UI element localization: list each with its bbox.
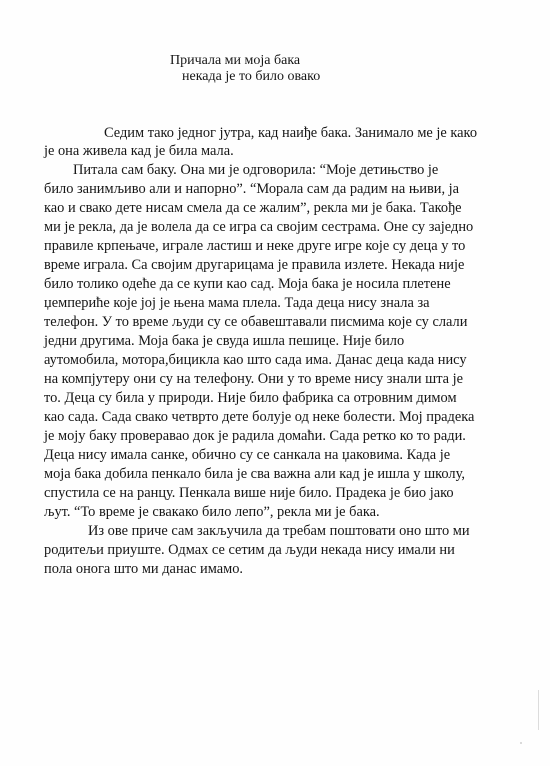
text-line: родитељи приуште. Одмах се сетим да људи некада нису имали ни	[44, 542, 455, 558]
scan-speck	[520, 742, 522, 744]
text-line: Седим тако једног јутра, кад наиђе бака. Занимало ме је како	[104, 125, 478, 141]
text-line: као и свако дете нисам смела да се жалим”, рекла ми је бака. Такође	[44, 200, 462, 216]
text-line: спустила се на ранцу. Пенкала више није било. Прадека је био јако	[44, 485, 454, 501]
text-line: Из ове приче сам закључила да требам поштовати оно што ми	[88, 523, 470, 539]
text-line: правиле крпењаче, играле ластиш и неке друге игре које су деца у то	[44, 238, 466, 254]
text-line: је она живела кад је била мала.	[44, 143, 234, 159]
document-title: Причала ми моја бака	[170, 53, 301, 68]
text-line: пола оногa што ми данас имамо.	[44, 561, 244, 577]
text-line: то. Деца су била у природи. Није било фабрика са отровним димом	[44, 390, 457, 406]
text-line: било занимљиво али и напорно”. “Морала сам да радим на њиви, ја	[44, 181, 460, 197]
text-line: било толико одеће да се купи као сад. Моја бака је носила плетене	[44, 276, 451, 292]
text-line: моја бака добила пенкало била је сва важна али кад је ишла у школу,	[44, 466, 465, 482]
text-line: Деца нису имала санке, обично су се санкала на џаковима. Када је	[44, 447, 451, 463]
text-line: аутомобила, мотора,бицикла као што сада има. Данас деца када нису	[44, 352, 467, 368]
text-line: ми је рекла, да је волела да се игра са својим сестрама. Оне су заједно	[44, 219, 474, 235]
text-line: љут. “То време је свакако било лепо”, рекла ми је бака.	[44, 504, 380, 520]
text-line: телефон. У то време људи су се обавештавали писмима које су слали	[44, 314, 468, 330]
text-line: џемпериће које јој је њена мама плела. Тада деца нису знала за	[44, 295, 430, 311]
scan-edge-mark	[538, 690, 539, 730]
text-line: Питала сам баку. Она ми је одговорила: “Моје детињство је	[73, 162, 439, 178]
text-line: једни другима. Моја бака је свуда ишла пешице. Није било	[44, 333, 405, 349]
text-line: на компјутеру они су на телефону. Они у то време нису знали шта је	[44, 371, 464, 387]
text-line: као сада. Сада свако четврто дете болује од неке болести. Мој прадека	[44, 409, 475, 425]
text-line: је мојy баку проверавао док је радила домаћи. Сада ретко ко то ради.	[44, 428, 466, 444]
document-subtitle: некада је то било овако	[182, 69, 321, 84]
text-line: време играла. Са својим другарицама је правила излете. Некада није	[44, 257, 465, 273]
